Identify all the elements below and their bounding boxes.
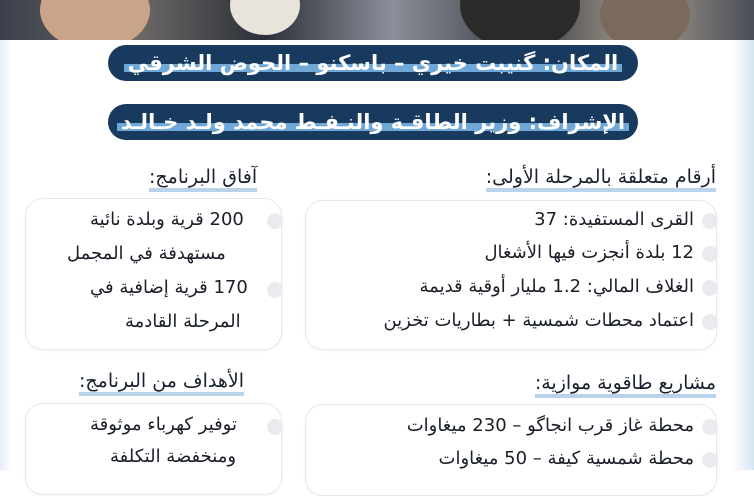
bullet-icon xyxy=(267,213,283,229)
bullet-icon xyxy=(702,246,718,262)
header-photo xyxy=(0,0,754,40)
horizons-line: 200 قرية وبلدة نائية xyxy=(90,209,244,230)
parallel-item: محطة شمسية كيفة – 50 ميغاوات xyxy=(438,448,694,469)
bullet-icon xyxy=(702,280,718,296)
supervision-banner xyxy=(108,104,638,140)
location-text: المكان: گنيبت خيري – باسكنو – الحوض الشرقي xyxy=(124,51,622,75)
location-banner xyxy=(108,45,638,81)
parallel-title xyxy=(535,372,716,394)
goals-title xyxy=(79,370,244,392)
horizons-title-text: آفاق البرنامج: xyxy=(149,166,257,192)
parallel-item: محطة غاز قرب انجاگو – 230 ميغاوات xyxy=(406,415,694,436)
bullet-icon xyxy=(702,213,718,229)
bullet-icon xyxy=(702,314,718,330)
goals-title-text: الأهداف من البرنامج: xyxy=(79,370,244,396)
bullet-icon xyxy=(267,282,283,298)
supervision-text: الإشراف: وزير الطاقـة والنـفـط محمد ولـد خـالـد xyxy=(117,110,629,134)
horizons-line: مستهدفة في المجمل xyxy=(67,243,226,264)
phase1-item: القرى المستفيدة: 37 xyxy=(534,209,694,230)
phase1-title-text: أرقام متعلقة بالمرحلة الأولى: xyxy=(486,166,716,192)
horizons-title xyxy=(149,166,257,188)
horizons-line: 170 قرية إضافية في xyxy=(90,277,248,298)
phase1-item: الغلاف المالي: 1.2 مليار أوقية قديمة xyxy=(419,276,694,297)
horizons-line: المرحلة القادمة xyxy=(125,311,241,332)
parallel-title-text: مشاريع طاقوية موازية: xyxy=(535,372,716,398)
goals-line: ومنخفضة التكلفة xyxy=(110,446,237,467)
bullet-icon xyxy=(267,419,283,435)
phase1-item: 12 بلدة أنجزت فيها الأشغال xyxy=(484,242,694,263)
right-decor-shade xyxy=(732,40,754,470)
left-decor-shade xyxy=(0,40,12,470)
bullet-icon xyxy=(702,452,718,468)
goals-line: توفير كهرباء موثوقة xyxy=(90,414,237,435)
phase1-item: اعتماد محطات شمسية + بطاريات تخزين xyxy=(383,310,694,331)
phase1-title xyxy=(486,166,716,188)
bullet-icon xyxy=(702,419,718,435)
